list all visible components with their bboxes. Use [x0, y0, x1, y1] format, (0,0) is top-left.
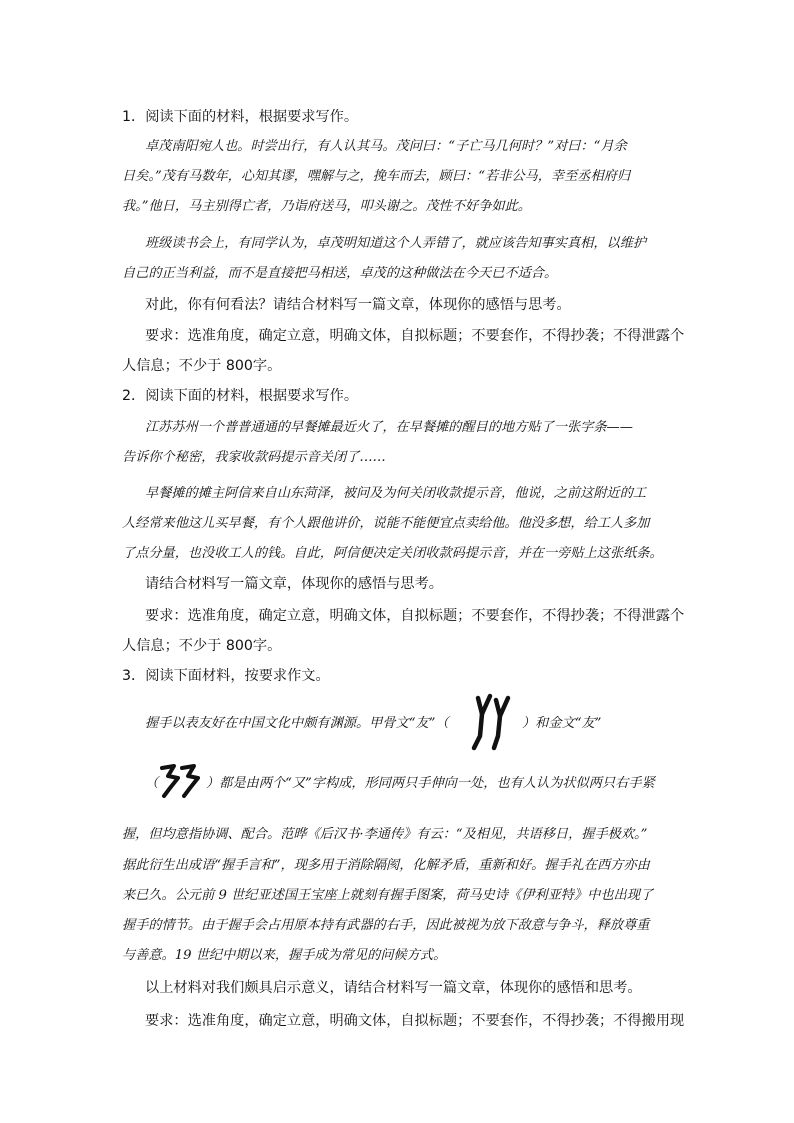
q2-prompt: 请结合材料写一篇文章，体现你的感悟与思考。: [145, 576, 443, 592]
bronze-inscription-you-glyph-icon: [158, 760, 204, 800]
q3-line2-part-a: （: [145, 776, 159, 791]
q3-material-line: 与善意。19 世纪中期以来，握手成为常见的问候方式。: [122, 948, 447, 963]
q2-material-line: 江苏苏州一个普普通通的早餐摊最近火了，在早餐摊的醒目的地方贴了一张字条——: [145, 420, 633, 435]
q2-material-line: 早餐摊的摊主阿信来自山东菏泽，被问及为何关闭收款提示音，他说，之前这附近的工: [145, 486, 647, 501]
q1-material-line: 卓茂南阳宛人也。时尝出行，有人认其马。茂问曰：“子亡马几何时？”对曰：“月余: [145, 139, 627, 154]
q1-material-line: 班级读书会上，有同学认为，卓茂明知道这个人弄错了，就应该告知事实真相，以维护: [145, 236, 647, 251]
q3-prompt: 以上材料对我们颇具启示意义，请结合材料写一篇文章，体现你的感悟和思考。: [145, 980, 642, 996]
q1-requirement-line: 要求：选准角度，确定立意，明确文体，自拟标题；不要套作，不得抄袭；不得泄露个: [145, 328, 685, 344]
q2-requirement-line: 要求：选准角度，确定立意，明确文体，自拟标题；不要套作，不得抄袭；不得泄露个: [145, 608, 685, 624]
q1-material-line: 日矣。”茂有马数年，心知其谬，嘿解与之，挽车而去，顾曰：“若非公马，幸至丞相府归: [122, 169, 631, 184]
q1-prompt: 对此，你有何看法？请结合材料写一篇文章，体现你的感悟与思考。: [145, 297, 571, 313]
q3-material-line: 握手的情节。由于握手会占用原本持有武器的右手，因此被视为放下敌意与争斗，释放尊重: [122, 918, 650, 933]
q2-material-line: 了点分量，也没收工人的钱。自此，阿信便决定关闭收款码提示音，并在一旁贴上这张纸条。: [122, 546, 663, 561]
q3-material-line: 来已久。公元前 9 世纪亚述国王宝座上就刻有握手图案，荷马史诗《伊利亚特》中也出现了: [122, 888, 654, 903]
q1-material-line: 我。”他日，马主别得亡者，乃诣府送马，叩头谢之。茂性不好争如此。: [122, 199, 531, 214]
q3-requirement-line: 要求：选准角度，确定立意，明确文体，自拟标题；不要套作，不得抄袭；不得搬用现: [145, 1013, 685, 1029]
q2-requirement-line: 人信息；不少于 800字。: [122, 638, 282, 654]
q1-material-line: 自己的正当利益，而不是直接把马相送，卓茂的这种做法在今天已不适合。: [122, 266, 558, 281]
q3-material-line: 据此衍生出成语“握手言和”，现多用于消除隔阂，化解矛盾，重新和好。握手礼在西方亦由: [122, 858, 650, 873]
q1-heading: 1．阅读下面的材料，根据要求写作。: [122, 109, 359, 125]
q3-heading: 3．阅读下面材料，按要求作文。: [122, 668, 330, 684]
q2-heading: 2．阅读下面的材料，根据要求写作。: [122, 388, 359, 404]
q2-material-line: 人经常来他这儿买早餐，有个人跟他讲价，说能不能便宜点卖给他。他没多想，给工人多加: [122, 516, 650, 531]
q3-material-line: 握，但均意指协调、配合。范晔《后汉书·李通传》有云：“及相见，共语移日，握手极欢。”: [122, 827, 648, 842]
q1-requirement-line: 人信息；不少于 800字。: [122, 358, 282, 374]
q3-line1-part-b: ）和金文“友”: [522, 716, 602, 731]
oracle-bone-you-glyph-icon: [468, 692, 520, 752]
q3-line1-part-a: 握手以表友好在中国文化中颇有渊源。甲骨文“友”（: [145, 716, 449, 731]
q2-material-line: 告诉你个秘密，我家收款码提示音关闭了……: [122, 450, 386, 465]
q3-line2-part-b: ）都是由两个“又”字构成，形同两只手伸向一处，也有人认为状似两只右手紧: [206, 776, 655, 791]
